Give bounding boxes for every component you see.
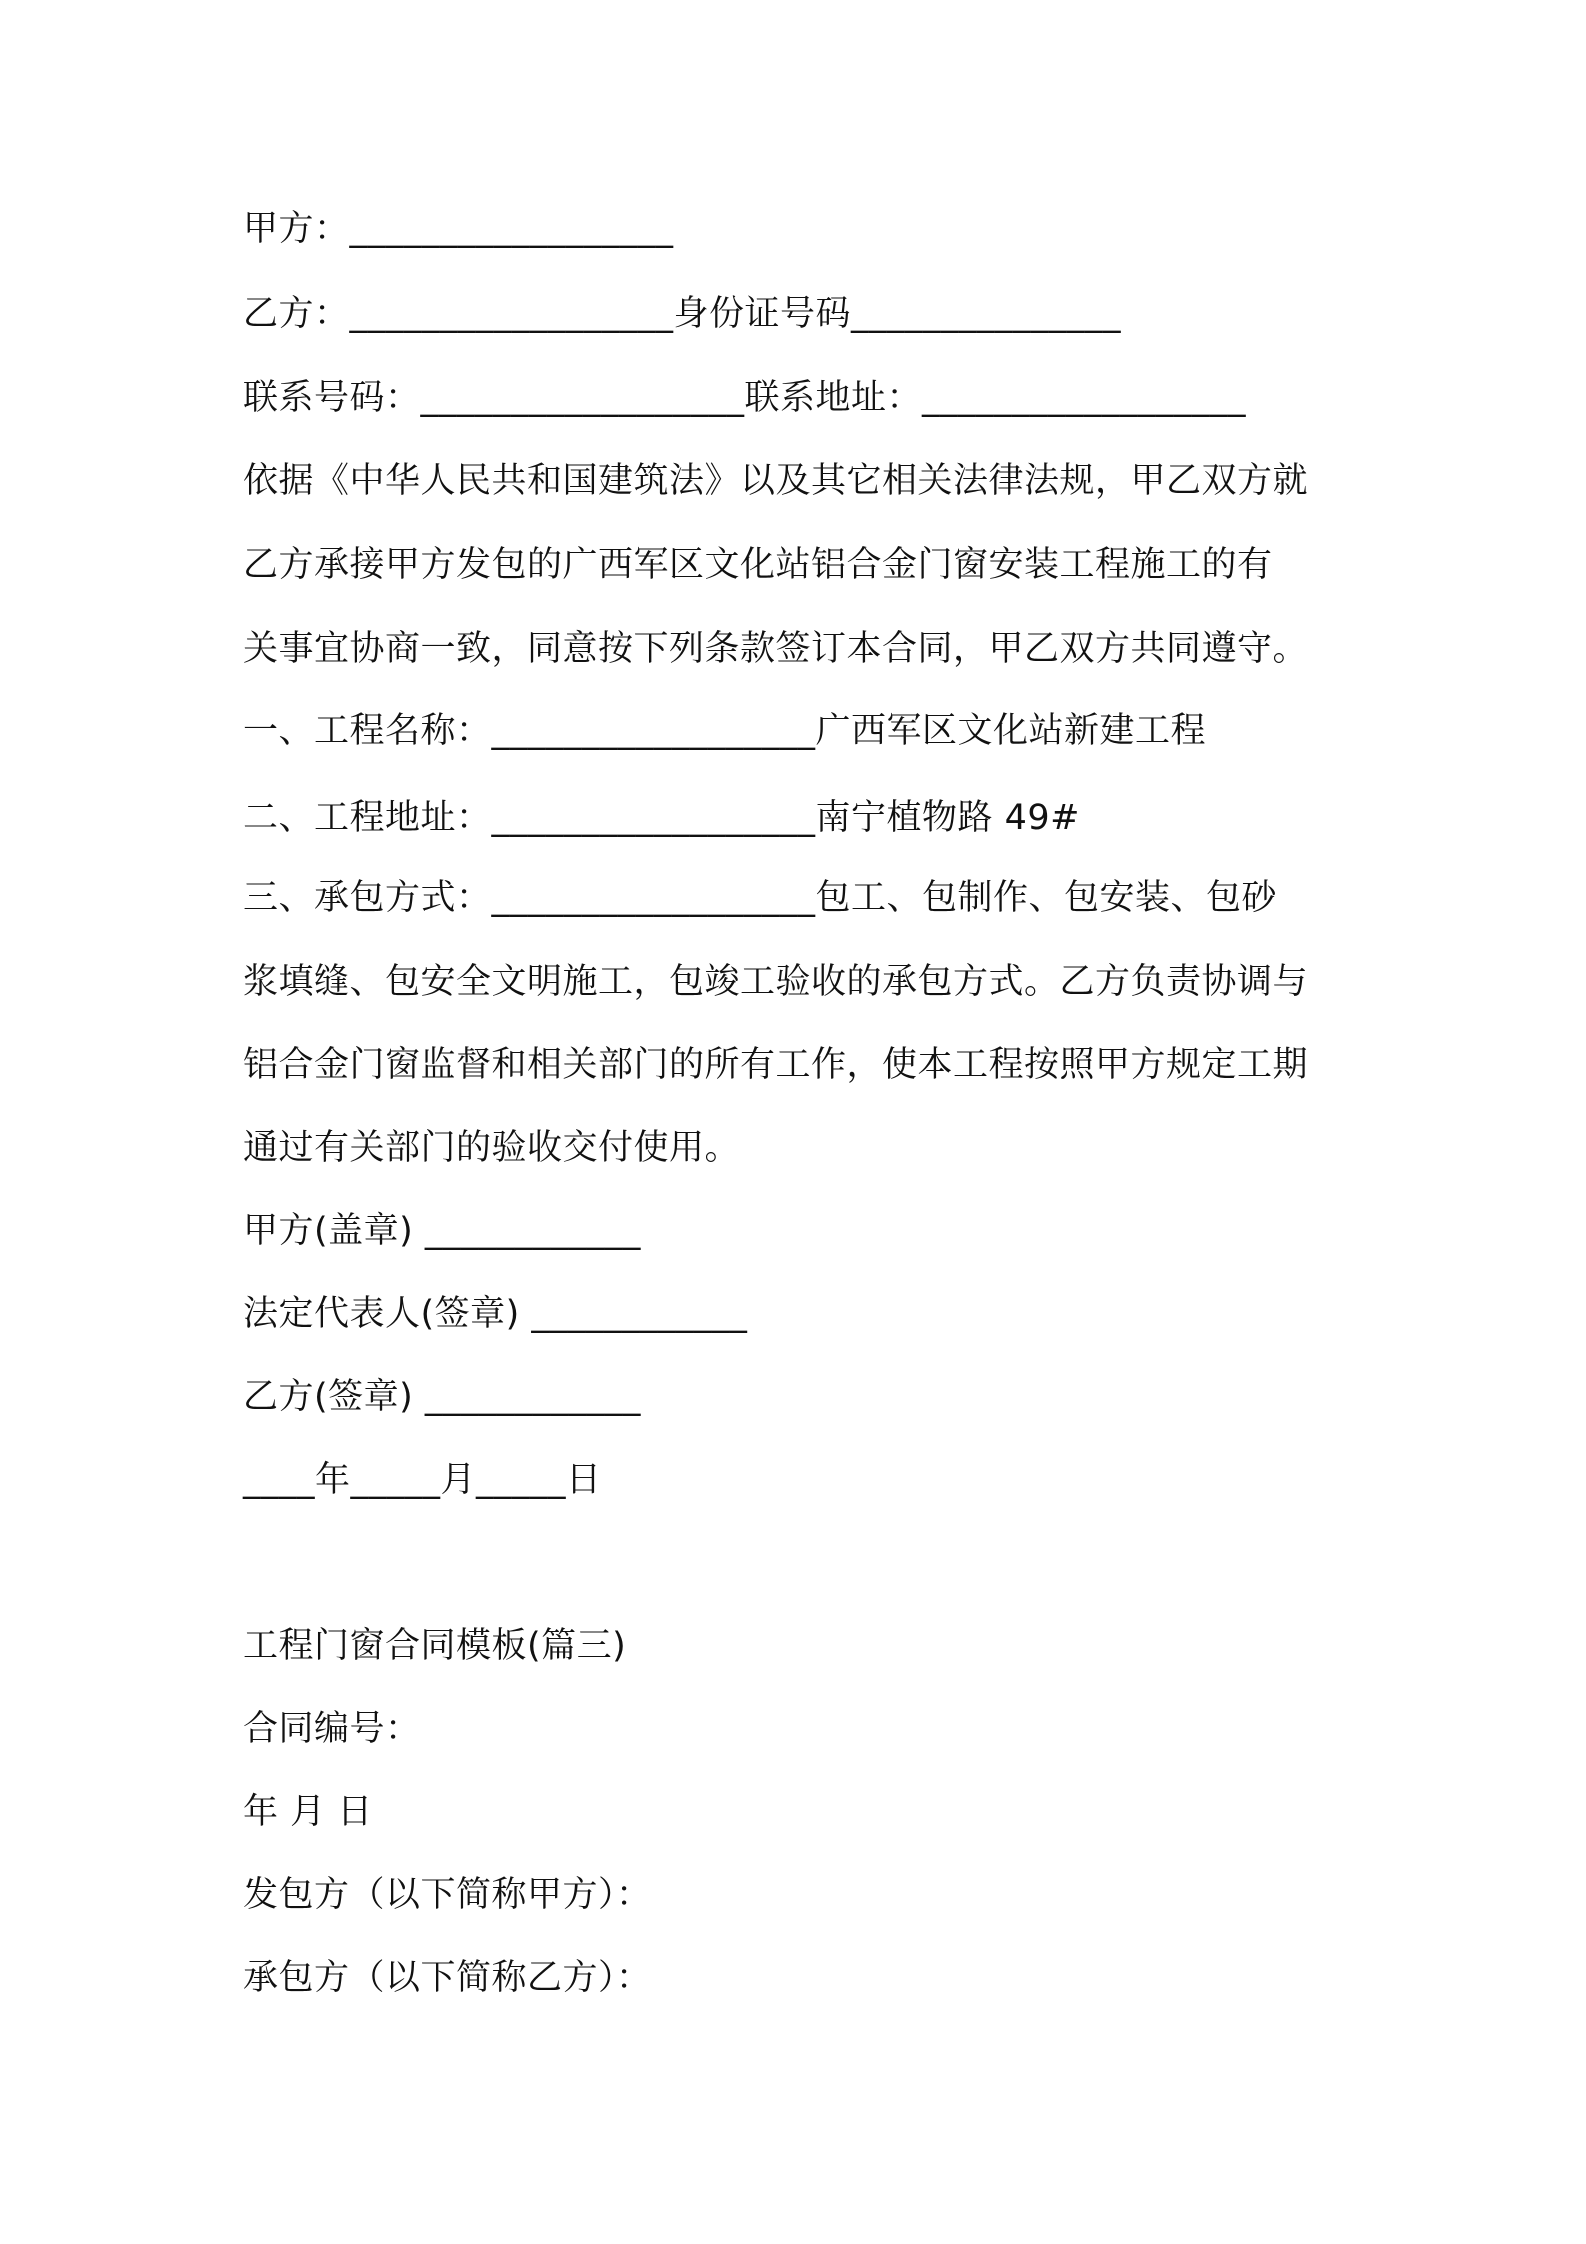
party-a-seal-line: 甲方(盖章) ____________ [243, 1211, 641, 1251]
date-line: ____年_____月_____日 [243, 1460, 602, 1500]
paragraph-line: 乙方承接甲方发包的广西军区文化站铝合金门窗安装工程施工的有 [243, 545, 1273, 585]
project-address-line: 二、工程地址：__________________南宁植物路 49# [243, 798, 1080, 838]
date-line: 年 月 日 [243, 1792, 373, 1832]
party-a-line: 甲方：__________________ [243, 209, 674, 249]
party-b-signature-line: 乙方(签章) ____________ [243, 1377, 641, 1417]
contract-number-line: 合同编号： [243, 1709, 421, 1749]
legal-rep-signature-line: 法定代表人(签章) ____________ [243, 1294, 748, 1334]
contact-line: 联系号码：__________________联系地址：__________________ [243, 378, 1247, 418]
project-name-line: 一、工程名称：__________________广西军区文化站新建工程 [243, 711, 1207, 751]
section-title: 工程门窗合同模板(篇三) [243, 1626, 627, 1666]
paragraph-line: 通过有关部门的验收交付使用。 [243, 1128, 741, 1168]
contractor-line: 承包方（以下简称乙方）： [243, 1958, 652, 1998]
employer-line: 发包方（以下简称甲方）： [243, 1875, 652, 1915]
paragraph-line: 浆填缝、包安全文明施工，包竣工验收的承包方式。乙方负责协调与 [243, 962, 1309, 1002]
contract-mode-line: 三、承包方式：__________________包工、包制作、包安装、包砂 [243, 878, 1278, 918]
paragraph-line: 铝合金门窗监督和相关部门的所有工作，使本工程按照甲方规定工期 [243, 1045, 1309, 1085]
party-b-line: 乙方：__________________身份证号码_______________ [243, 294, 1122, 334]
paragraph-line: 依据《中华人民共和国建筑法》以及其它相关法律法规，甲乙双方就 [243, 461, 1309, 501]
paragraph-line: 关事宜协商一致，同意按下列条款签订本合同，甲乙双方共同遵守。 [243, 629, 1309, 669]
